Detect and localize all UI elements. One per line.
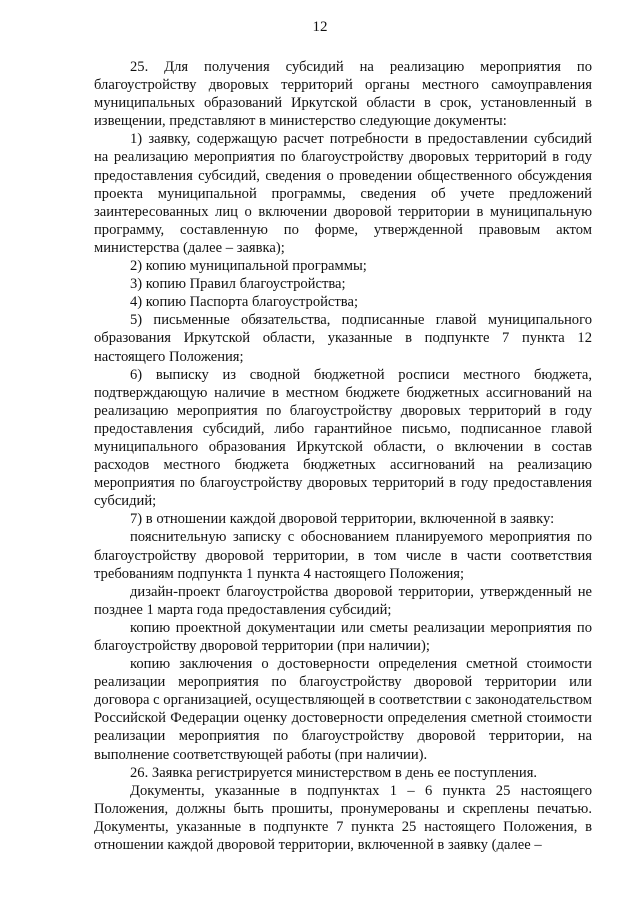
paragraph-item-6-budget-extract: 6) выписку из сводной бюджетной росписи местного бюджета, подтверждающую наличие в местном бюджете бюджетных ассигнований на реализацию мероприятия по благоустройству дворовых территорий в году предоставления субсидий, либо гарантийное письмо, подписанное главой муниципального образования Иркутской области, о включении в состав расходов местного бюджета бюджетных ассигнований на реализацию мероприятия по благоустройству дворовых территорий в году предоставления субсидий; [94, 366, 592, 510]
paragraph-design-project: дизайн-проект благоустройства дворовой территории, утвержденный не позднее 1 марта года предоставления субсидий; [94, 583, 592, 618]
page-number: 12 [312, 19, 328, 35]
paragraph-26-registration: 26. Заявка регистрируется министерством в день ее поступления. [130, 764, 538, 781]
paragraph-item-3-rules-copy: 3) копию Правил благоустройства; [130, 276, 346, 293]
paragraph-item-7-per-territory: 7) в отношении каждой дворовой территории, включенной в заявку: [130, 511, 555, 528]
paragraph-25-intro: 25. Для получения субсидий на реализацию мероприятия по благоустройству дворовых территорий органы местного самоуправления муниципальных образований Иркутской области в срок, установленный в извещении, представляют в министерство следующие документы: [94, 59, 592, 130]
paragraph-item-4-passport-copy: 4) копию Паспорта благоустройства; [130, 294, 359, 311]
paragraph-item-2-program-copy: 2) копию муниципальной программы; [130, 258, 367, 275]
paragraph-documents-binding: Документы, указанные в подпунктах 1 – 6 пункта 25 настоящего Положения, должны быть прошиты, пронумерованы и скреплены печатью. Документы, указанные в подпункте 7 пункта 25 настоящего Положения, в отношении каждой дворовой территории, включенной в заявку (далее – [94, 782, 592, 854]
document-body [94, 58, 592, 854]
paragraph-cost-conclusion: копию заключения о достоверности определения сметной стоимости реализации мероприятия по благоустройству дворовой территории или договора с организацией, осуществляющей в соответствии с законодательством Российской Федерации оценку достоверности определения сметной стоимости реализации мероприятия по благоустройству дворовой территории, на выполнение соответствующей работы (при наличии). [94, 656, 592, 763]
paragraph-item-5-obligations: 5) письменные обязательства, подписанные главой муниципального образования Иркутской области, указанные в подпункте 7 пункта 12 настоящего Положения; [94, 312, 592, 365]
paragraph-item-1-application: 1) заявку, содержащую расчет потребности в предоставлении субсидий на реализацию мероприятия по благоустройству дворовых территорий в году предоставления субсидий, сведения о проведении общественного обсуждения проекта муниципальной программы, сведения об учете предложений заинтересованных лиц о включении дворовой территории в муниципальную программу, составленную по форме, утвержденной правовым актом министерства (далее – заявка); [94, 131, 592, 256]
paragraph-project-documentation: копию проектной документации или сметы реализации мероприятия по благоустройству дворовой территории (при наличии); [94, 619, 592, 654]
paragraph-explanatory-note: пояснительную записку с обоснованием планируемого мероприятия по благоустройству дворовой территории, в том числе в части соответствия требованиям подпункта 1 пункта 4 настоящего Положения; [94, 529, 592, 582]
